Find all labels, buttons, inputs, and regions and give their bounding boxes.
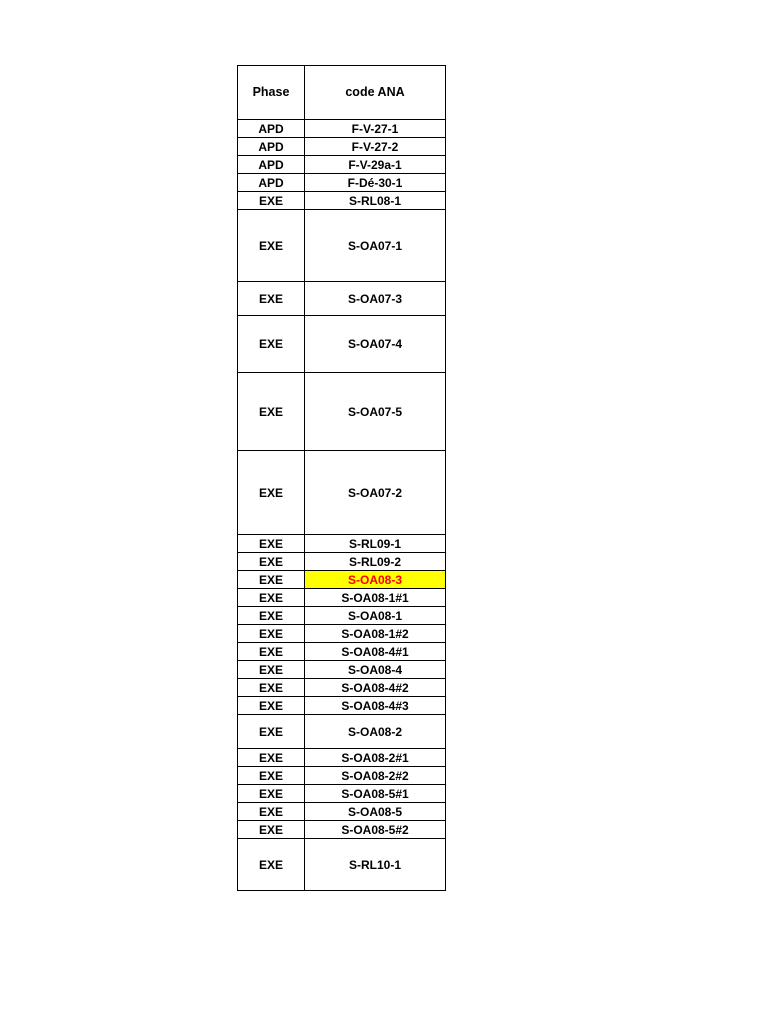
phase-cell: EXE	[238, 571, 305, 589]
phase-cell: APD	[238, 138, 305, 156]
code-cell: S-OA08-5#2	[305, 821, 446, 839]
table-row	[238, 697, 446, 715]
table-row	[238, 839, 446, 891]
code-cell: S-OA07-1	[305, 210, 446, 282]
code-cell: S-OA08-4#3	[305, 697, 446, 715]
code-cell: S-RL09-1	[305, 535, 446, 553]
code-cell: S-OA07-4	[305, 316, 446, 373]
table-row	[238, 210, 446, 282]
phase-cell: APD	[238, 120, 305, 138]
table-row	[238, 138, 446, 156]
phase-cell: EXE	[238, 697, 305, 715]
table-row	[238, 553, 446, 571]
code-cell: S-RL08-1	[305, 192, 446, 210]
table-row	[238, 282, 446, 316]
table-row	[238, 589, 446, 607]
code-cell: S-OA08-1	[305, 607, 446, 625]
code-cell: S-OA08-5	[305, 803, 446, 821]
phase-cell: EXE	[238, 553, 305, 571]
phase-cell: EXE	[238, 210, 305, 282]
table-row	[238, 803, 446, 821]
code-cell: S-RL10-1	[305, 839, 446, 891]
header-phase: Phase	[238, 66, 305, 120]
header-code-ana: code ANA	[305, 66, 446, 120]
phase-cell: EXE	[238, 589, 305, 607]
table-row	[238, 661, 446, 679]
table-row	[238, 821, 446, 839]
code-cell: F-V-27-2	[305, 138, 446, 156]
table-row	[238, 625, 446, 643]
code-cell: S-OA07-3	[305, 282, 446, 316]
code-cell: S-OA08-4	[305, 661, 446, 679]
table-row	[238, 749, 446, 767]
code-cell: S-OA08-2#1	[305, 749, 446, 767]
phase-cell: EXE	[238, 679, 305, 697]
code-cell: S-OA08-4#1	[305, 643, 446, 661]
table-row	[238, 571, 446, 589]
code-cell: S-OA08-4#2	[305, 679, 446, 697]
phase-cell: EXE	[238, 715, 305, 749]
phase-cell: EXE	[238, 749, 305, 767]
code-cell-highlighted: S-OA08-3	[305, 571, 446, 589]
phase-code-table	[237, 65, 446, 891]
table-row	[238, 607, 446, 625]
table-row	[238, 785, 446, 803]
phase-cell: EXE	[238, 803, 305, 821]
code-cell: S-OA08-2#2	[305, 767, 446, 785]
table-header-row	[238, 66, 446, 120]
phase-cell: EXE	[238, 821, 305, 839]
table-row	[238, 174, 446, 192]
code-cell: F-Dé-30-1	[305, 174, 446, 192]
table-row	[238, 535, 446, 553]
table-row	[238, 316, 446, 373]
phase-cell: EXE	[238, 767, 305, 785]
phase-cell: EXE	[238, 607, 305, 625]
phase-cell: APD	[238, 174, 305, 192]
table-row	[238, 643, 446, 661]
table-row	[238, 192, 446, 210]
table-row	[238, 679, 446, 697]
code-cell: S-OA07-5	[305, 373, 446, 451]
table-row	[238, 451, 446, 535]
phase-cell: EXE	[238, 643, 305, 661]
phase-cell: EXE	[238, 785, 305, 803]
code-cell: S-OA08-1#2	[305, 625, 446, 643]
table-row	[238, 120, 446, 138]
phase-cell: EXE	[238, 839, 305, 891]
table-row	[238, 715, 446, 749]
phase-cell: EXE	[238, 192, 305, 210]
phase-cell: APD	[238, 156, 305, 174]
phase-cell: EXE	[238, 535, 305, 553]
phase-cell: EXE	[238, 451, 305, 535]
phase-cell: EXE	[238, 373, 305, 451]
code-cell: S-OA08-5#1	[305, 785, 446, 803]
phase-cell: EXE	[238, 282, 305, 316]
table-body	[238, 120, 446, 891]
code-cell: S-OA08-2	[305, 715, 446, 749]
code-cell: S-OA08-1#1	[305, 589, 446, 607]
phase-cell: EXE	[238, 316, 305, 373]
table-row	[238, 767, 446, 785]
phase-cell: EXE	[238, 661, 305, 679]
code-cell: S-OA07-2	[305, 451, 446, 535]
table-row	[238, 156, 446, 174]
code-cell: F-V-29a-1	[305, 156, 446, 174]
code-cell: S-RL09-2	[305, 553, 446, 571]
phase-cell: EXE	[238, 625, 305, 643]
code-cell: F-V-27-1	[305, 120, 446, 138]
table-row	[238, 373, 446, 451]
